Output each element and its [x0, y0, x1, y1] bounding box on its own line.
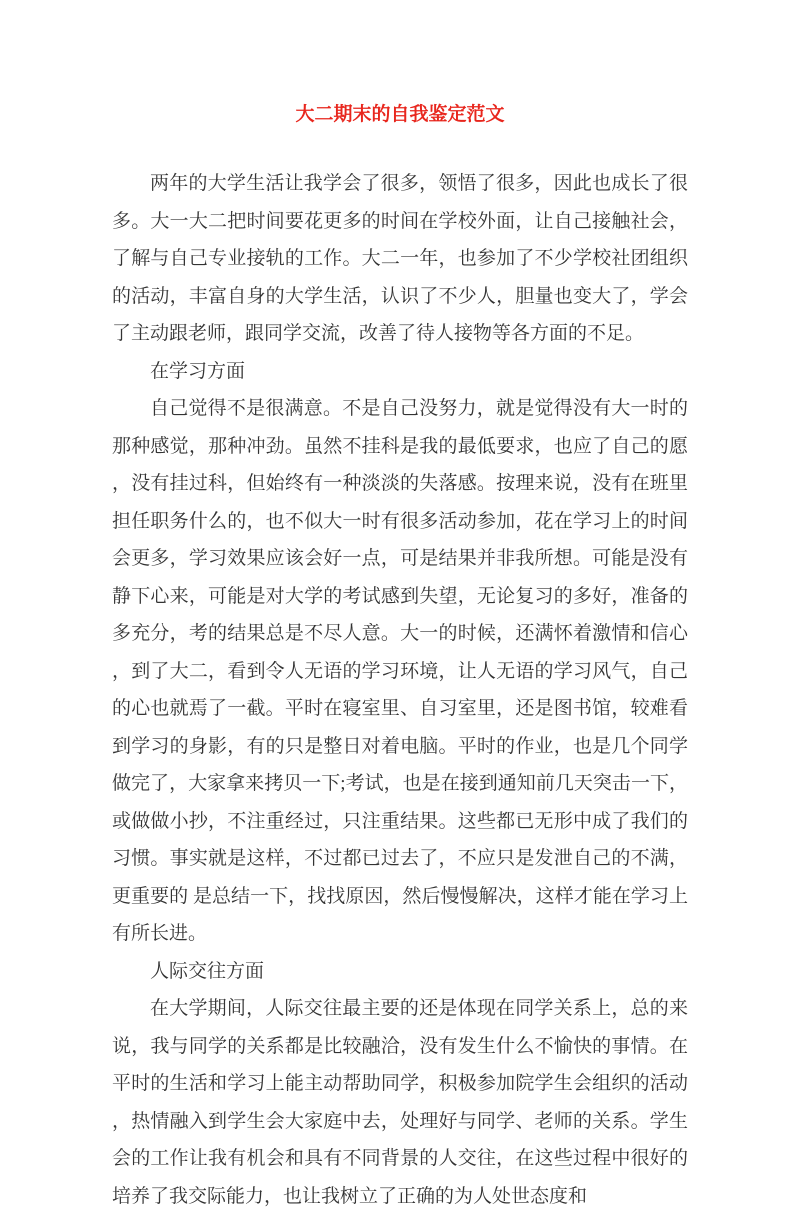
section-heading-interpersonal: 人际交往方面: [150, 960, 265, 982]
section-heading-study: 在学习方面: [150, 360, 246, 382]
paragraph-intro: 两年的大学生活让我学会了很多，领悟了很多，因此也成长了很多。大一大二把时间要花更多的时间在学校外面，让自己接触社会，了解与自己专业接轨的工作。大二一年，也参加了不少学校社团组织的活动，丰富自身的大学生活，认识了不少人，胆量也变大了，学会了主动跟老师，跟同学交流，改善了待人接物等各方面的不足。: [112, 173, 688, 344]
paragraph-study: 自己觉得不是很满意。不是自己没努力，就是觉得没有大一时的那种感觉，那种冲劲。虽然不挂科是我的最低要求，也应了自己的愿，没有挂过科，但始终有一种淡淡的失落感。按理来说，没有在班里担任职务什么的，也不似大一时有很多活动参加，花在学习上的时间会更多，学习效果应该会好一点，可是结果并非我所想。可能是没有静下心来，可能是对大学的考试感到失望，无论复习的多好，准备的多充分，考的结果总是不尽人意。大一的时候，还满怀着激情和信心，到了大二，看到令人无语的学习环境，让人无语的学习风气，自己的心也就焉了一截。平时在寝室里、自习室里，还是图书馆，较难看到学习的身影，有的只是整日对着电脑。平时的作业，也是几个同学做完了，大家拿来拷贝一下;考试，也是在接到通知前几天突击一下，或做做小抄，不注重经过，只注重结果。这些都已无形中成了我们的习惯。事实就是这样，不过都已过去了，不应只是发泄自己的不满，更重要的 是总结一下，找找原因，然后慢慢解决，这样才能在学习上有所长进。: [112, 398, 688, 944]
paragraph-interpersonal: 在大学期间，人际交往最主要的还是体现在同学关系上，总的来说，我与同学的关系都是比较融洽，没有发生什么不愉快的事情。在平时的生活和学习上能主动帮助同学，积极参加院学生会组织的活动，热情融入到学生会大家庭中去，处理好与同学、老师的关系。学生会的工作让我有机会和具有不同背景的人交往，在这些过程中很好的培养了我交际能力，也让我树立了正确的为人处世态度和: [112, 998, 688, 1207]
document-body: [112, 165, 688, 1215]
document-title: 大二期末的自我鉴定范文: [295, 104, 505, 125]
